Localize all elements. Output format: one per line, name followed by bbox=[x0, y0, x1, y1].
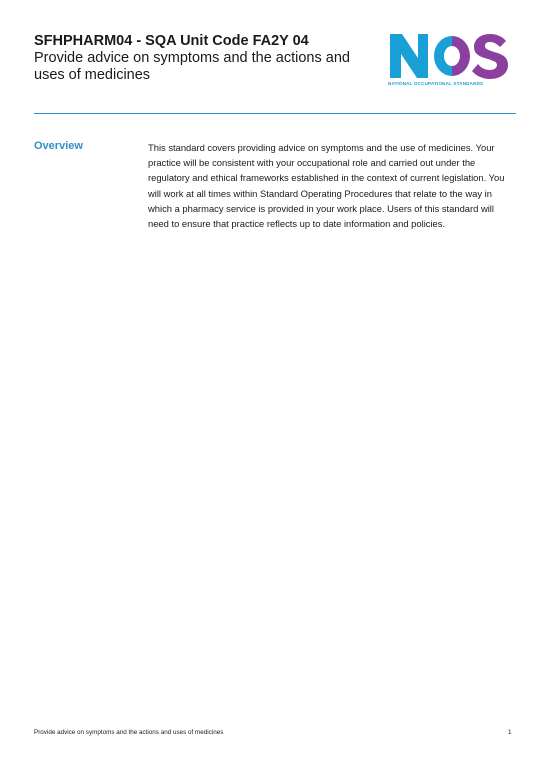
logo-caption: NATIONAL OCCUPATIONAL STANDARDS bbox=[388, 81, 484, 86]
nos-logo bbox=[388, 32, 514, 94]
unit-code-title: SFHPHARM04 - SQA Unit Code FA2Y 04 bbox=[34, 33, 309, 49]
overview-label: Overview bbox=[34, 140, 83, 152]
header-divider bbox=[34, 113, 516, 114]
logo-letter-o-right bbox=[452, 36, 470, 76]
logo-letter-o-left bbox=[434, 36, 452, 76]
document-header bbox=[34, 33, 364, 84]
page-number: 1 bbox=[508, 729, 512, 736]
logo-letter-s bbox=[472, 34, 508, 79]
nos-logo-mark bbox=[388, 32, 514, 80]
page-title: Provide advice on symptoms and the actions and uses of medicines bbox=[34, 50, 350, 83]
overview-text: This standard covers providing advice on symptoms and the use of medicines. Your practice will be consistent with your occupational role and carried out under the regulatory and ethical frameworks established in the context of current legislation. You will work at all times within Standard Operating Procedures that relate to the way in which a pharmacy service is provided in your work place. Users of this standard will need to ensure that practice reflects up to date information and policies. bbox=[148, 142, 505, 230]
footer-title: Provide advice on symptoms and the actions and uses of medicines bbox=[34, 729, 224, 736]
logo-letter-n bbox=[390, 34, 428, 78]
